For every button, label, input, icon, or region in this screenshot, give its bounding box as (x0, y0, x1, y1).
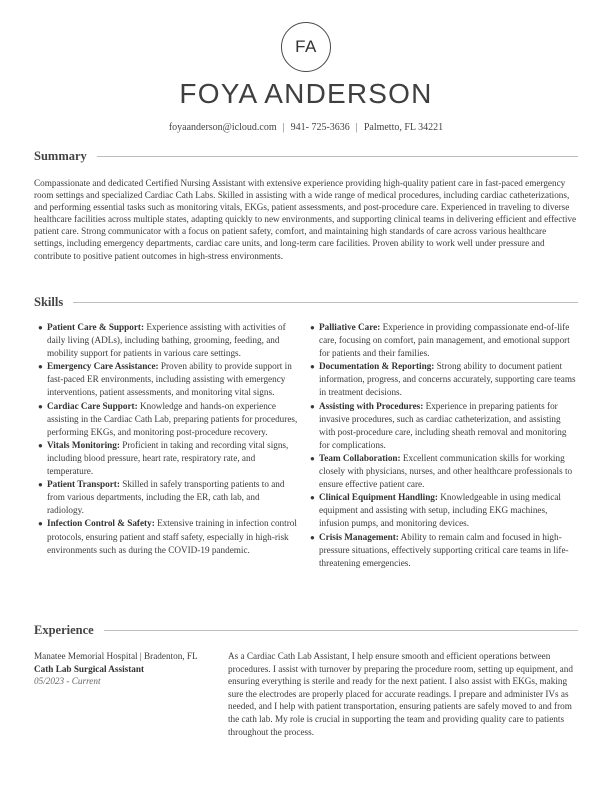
job-dates: 05/2023 - Current (34, 676, 101, 686)
section-divider (97, 156, 578, 157)
skill-title: Vitals Monitoring: (47, 439, 120, 450)
skill-title: Clinical Equipment Handling: (319, 492, 438, 503)
skill-title: Documentation & Reporting: (319, 361, 435, 372)
skill-description: Skilled in safely transporting patients to and from various departments, including the ER, cath lab, and radiology. (47, 479, 285, 516)
skill-title: Palliative Care: (319, 322, 381, 332)
bullet-icon: ● (38, 362, 43, 372)
skill-description: Experience assisting with activities of daily living (ADLs), including bathing, grooming, feeding, and mobility support for patients in various care settings. (47, 322, 286, 359)
bullet-icon: ● (38, 519, 43, 529)
skill-title: Assisting with Procedures: (319, 400, 424, 411)
bullet-icon: ● (310, 362, 315, 372)
skill-description: Ability to remain calm and focused in high-pressure situations, effectively supporting critical care teams in life-threatening emergencies. (319, 531, 569, 568)
section-divider (104, 630, 578, 631)
skill-item (36, 517, 298, 556)
skill-item (36, 478, 298, 517)
skill-item (308, 321, 576, 360)
contact-line (0, 122, 612, 133)
skill-item (308, 400, 576, 452)
bullet-icon: ● (38, 440, 43, 450)
summary-heading: Summary (34, 148, 87, 163)
summary-section-header (34, 149, 578, 163)
bullet-icon: ● (38, 323, 43, 332)
bullet-icon: ● (310, 323, 315, 332)
contact-separator: | (282, 122, 285, 133)
skill-item (36, 360, 298, 399)
skill-item (36, 400, 298, 439)
skills-heading: Skills (34, 294, 64, 309)
skill-description: Proven ability to provide support in fast-paced ER environments, including assisting with emergency interventions, patient assessments, and monitoring vital signs. (47, 361, 292, 398)
contact-phone[interactable]: 941- 725-3636 (290, 122, 350, 133)
summary-text: Compassionate and dedicated Certified Nursing Assistant with extensive experience providing high-quality patient care in fast-paced emergency room settings and specialized Cardiac Cath Labs. Skilled in assisting with a wide range of medical procedures, including cardiac catheterizations, and performing essential tasks such as monitoring vitals, EKGs, patient assessments, and post-procedure care. Experienced in traveling to diverse healthcare facilities across multiple states, adapting quickly to new environments, and supporting clinical teams in delivering efficient and effective patient care. Strong communicator with a focus on patient safety, comfort, and maintaining high standards of care across various healthcare settings, including emergency departments, cardiac care units, and long-term care facilities. Proven ability to work well under pressure and contribute to positive patient outcomes in high-stress environments. (34, 178, 577, 261)
skill-title: Emergency Care Assistance: (47, 361, 159, 372)
candidate-name: FOYA ANDERSON (179, 78, 433, 109)
bullet-icon: ● (310, 453, 315, 463)
skill-item (36, 439, 298, 478)
skill-description: Extensive training in infection control protocols, ensuring patient and staff safety, especially in high-risk environments such as during the COVID-19 pandemic. (47, 518, 297, 555)
skill-description: Knowledge and hands-on experience assisting in the Cardiac Cath Lab, preparing patients for procedures, performing EKGs, and monitoring post-procedure recovery. (47, 400, 298, 437)
skill-item (308, 531, 576, 570)
contact-location: Palmetto, FL 34221 (363, 122, 444, 133)
skill-title: Patient Care & Support: (47, 322, 145, 332)
job-description: As a Cardiac Cath Lab Assistant, I help ensure smooth and efficient operations between procedures. I assist with turnover by preparing the procedure room, setting up equipment, and ensuring everything is sterile and ready for the next patient. I also assist with EKGs, making sure the electrodes are properly placed for accurate readings. I prepare and administer IVs as needed, and I help with patient transportation, ensuring patients are safely moved to and from the cath lab. My role is crucial in supporting the team and providing quality care to patients throughout the process. (228, 651, 573, 737)
skill-item (308, 491, 576, 530)
skill-description: Strong ability to document patient information, progress, and concerns accurately, supporting care teams in treatment decisions. (319, 361, 576, 398)
experience-section-header (34, 623, 578, 637)
skills-list-left (36, 321, 298, 557)
job-title: Cath Lab Surgical Assistant (34, 663, 145, 674)
contact-separator: | (355, 122, 358, 133)
bullet-icon: ● (310, 493, 315, 503)
skill-item (36, 321, 298, 360)
job-meta (34, 650, 224, 688)
skill-title: Patient Transport: (47, 479, 120, 490)
skill-description: Experience in providing compassionate end-of-life care, focusing on comfort, pain management, and emotional support for patients and their families. (319, 322, 570, 359)
experience-heading: Experience (34, 622, 94, 637)
skill-description: Knowledgeable in using medical equipment and assisting with setup, including EKG machines, infusion pumps, and monitoring devices. (319, 492, 561, 529)
section-divider (73, 302, 578, 303)
skill-title: Crisis Management: (319, 531, 399, 542)
job-company: Manatee Memorial Hospital | Bradenton, FL (34, 651, 198, 661)
monogram-badge: FA (281, 22, 331, 72)
contact-email[interactable]: foyaanderson@icloud.com (168, 122, 277, 133)
bullet-icon: ● (38, 401, 43, 411)
skill-title: Team Collaboration: (319, 452, 401, 463)
skill-description: Proficient in taking and recording vital signs, including blood pressure, heart rate, respiratory rate, and temperature. (47, 439, 289, 477)
skills-section-header (34, 295, 578, 309)
bullet-icon: ● (310, 401, 315, 411)
skill-title: Cardiac Care Support: (47, 400, 138, 411)
skill-item (308, 452, 576, 491)
bullet-icon: ● (38, 480, 43, 490)
skill-description: Experience in preparing patients for invasive procedures, such as cardiac catheterization, and assisting with post-procedure care, including sheath removal and monitoring for complications. (319, 400, 567, 450)
bullet-icon: ● (310, 532, 315, 542)
skills-list-right (308, 321, 576, 570)
skill-description: Excellent communication skills for working closely with physicians, nurses, and other healthcare professionals to ensure effective patient care. (319, 452, 573, 490)
skill-item (308, 360, 576, 399)
skill-title: Infection Control & Safety: (47, 518, 155, 529)
